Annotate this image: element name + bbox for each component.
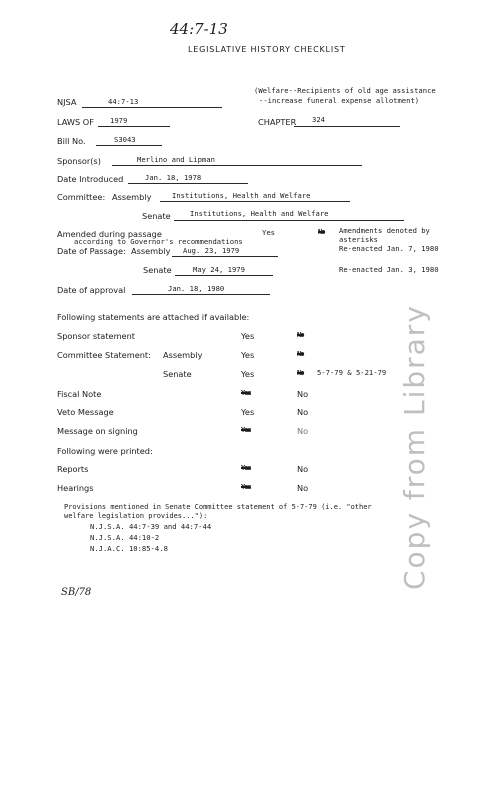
committee-label: Committee: — [57, 192, 106, 202]
committee-statement-assembly-yes: Yes — [241, 350, 255, 360]
amended-label: Amended during passage — [57, 229, 162, 239]
date-introduced-label: Date Introduced — [57, 174, 124, 184]
bill-no-underline — [96, 145, 162, 146]
committee-statement-senate-no-struck: No — [297, 369, 304, 377]
veto-message-yes: Yes — [241, 407, 255, 417]
committee-assembly-underline — [160, 201, 350, 202]
passage-assembly-value: Aug. 23, 1979 — [183, 246, 240, 255]
laws-of-underline — [98, 126, 170, 127]
provisions-ref-2: N.J.S.A. 44:10-2 — [90, 533, 160, 542]
reports-label: Reports — [57, 464, 89, 474]
message-on-signing-label: Message on signing — [57, 426, 138, 436]
passage-senate-value: May 24, 1979 — [193, 265, 245, 274]
committee-senate-value: Institutions, Health and Welfare — [190, 209, 329, 218]
date-of-approval-label: Date of approval — [57, 285, 126, 295]
date-of-approval-value: Jan. 18, 1980 — [168, 284, 225, 293]
sponsor-underline — [112, 165, 362, 166]
sponsor-statement-no-struck: No — [297, 331, 304, 339]
committee-statement-senate-yes: Yes — [241, 369, 255, 379]
chapter-underline — [294, 126, 400, 127]
committee-senate-underline — [174, 220, 404, 221]
njsa-underline — [82, 107, 222, 108]
sponsor-value: Merlino and Lipman — [137, 155, 215, 164]
amendments-denoted-1: Amendments denoted by — [339, 226, 430, 235]
statements-heading: Following statements are attached if available: — [57, 312, 250, 322]
laws-of-value: 1979 — [110, 116, 128, 125]
hearings-label: Hearings — [57, 483, 94, 493]
message-on-signing-yes-struck: Yes — [241, 426, 251, 434]
amendments-denoted-2: asterisks — [339, 235, 378, 244]
date-introduced-value: Jan. 18, 1978 — [145, 173, 202, 182]
committee-statement-senate-label: Senate — [163, 369, 192, 379]
passage-assembly-label: Assembly — [131, 246, 171, 256]
committee-senate-label: Senate — [142, 211, 171, 221]
njsa-value: 44:7-13 — [108, 97, 139, 106]
committee-statement-label: Committee Statement: — [57, 350, 151, 360]
fiscal-note-label: Fiscal Note — [57, 389, 102, 399]
bill-no-label: Bill No. — [57, 136, 86, 146]
committee-assembly-label: Assembly — [112, 192, 152, 202]
subject-line-1: (Welfare--Recipients of old age assistance — [254, 86, 436, 95]
reports-yes-struck: Yes — [241, 464, 251, 472]
fiscal-note-no: No — [297, 389, 309, 399]
printed-heading: Following were printed: — [57, 446, 153, 456]
provisions-ref-3: N.J.A.C. 10:85-4.8 — [90, 544, 168, 553]
sponsor-statement-label: Sponsor statement — [57, 331, 135, 341]
provisions-ref-1: N.J.S.A. 44:7-39 and 44:7-44 — [90, 522, 212, 531]
passage-senate-label: Senate — [143, 265, 172, 275]
reports-no: No — [297, 464, 309, 474]
footer-initials: SB/78 — [61, 587, 92, 598]
chapter-value: 324 — [312, 115, 325, 124]
laws-of-label: LAWS OF — [57, 117, 94, 127]
veto-message-no: No — [297, 407, 309, 417]
amended-note: according to Governor's recommendations — [74, 237, 243, 246]
reenacted-2: Re-enacted Jan. 3, 1980 — [339, 265, 439, 274]
passage-assembly-underline — [172, 256, 278, 257]
committee-statement-senate-dates: 5-7-79 & 5-21-79 — [317, 368, 387, 377]
subject-line-2: --increase funeral expense allotment) — [259, 96, 420, 105]
date-introduced-underline — [128, 183, 248, 184]
sponsor-label: Sponsor(s) — [57, 156, 101, 166]
chapter-label: CHAPTER — [258, 117, 297, 127]
njsa-label: NJSA — [57, 97, 77, 107]
committee-assembly-value: Institutions, Health and Welfare — [172, 191, 311, 200]
committee-statement-assembly-no-struck: No — [297, 350, 304, 358]
sponsor-statement-yes: Yes — [241, 331, 255, 341]
amended-no-struck: No — [318, 228, 325, 236]
committee-statement-assembly-label: Assembly — [163, 350, 203, 360]
document-title: LEGISLATIVE HISTORY CHECKLIST — [188, 45, 346, 54]
handwritten-file-number: 44:7-13 — [170, 20, 228, 38]
message-on-signing-no: No — [297, 426, 309, 436]
amended-yes: Yes — [262, 228, 275, 237]
bill-no-value: S3043 — [114, 135, 136, 144]
fiscal-note-yes-struck: Yes — [241, 389, 251, 397]
passage-senate-underline — [175, 275, 273, 276]
hearings-yes-struck: Yes — [241, 483, 251, 491]
veto-message-label: Veto Message — [57, 407, 114, 417]
date-of-passage-label: Date of Passage: — [57, 246, 126, 256]
provisions-line-1: Provisions mentioned in Senate Committee statement of 5-7-79 (i.e. "other — [64, 503, 372, 511]
hearings-no: No — [297, 483, 309, 493]
provisions-line-2: welfare legislation provides..."): — [64, 512, 208, 520]
library-copy-stamp: Copy from Library — [398, 304, 431, 590]
reenacted-1: Re-enacted Jan. 7, 1980 — [339, 244, 439, 253]
date-of-approval-underline — [132, 294, 270, 295]
